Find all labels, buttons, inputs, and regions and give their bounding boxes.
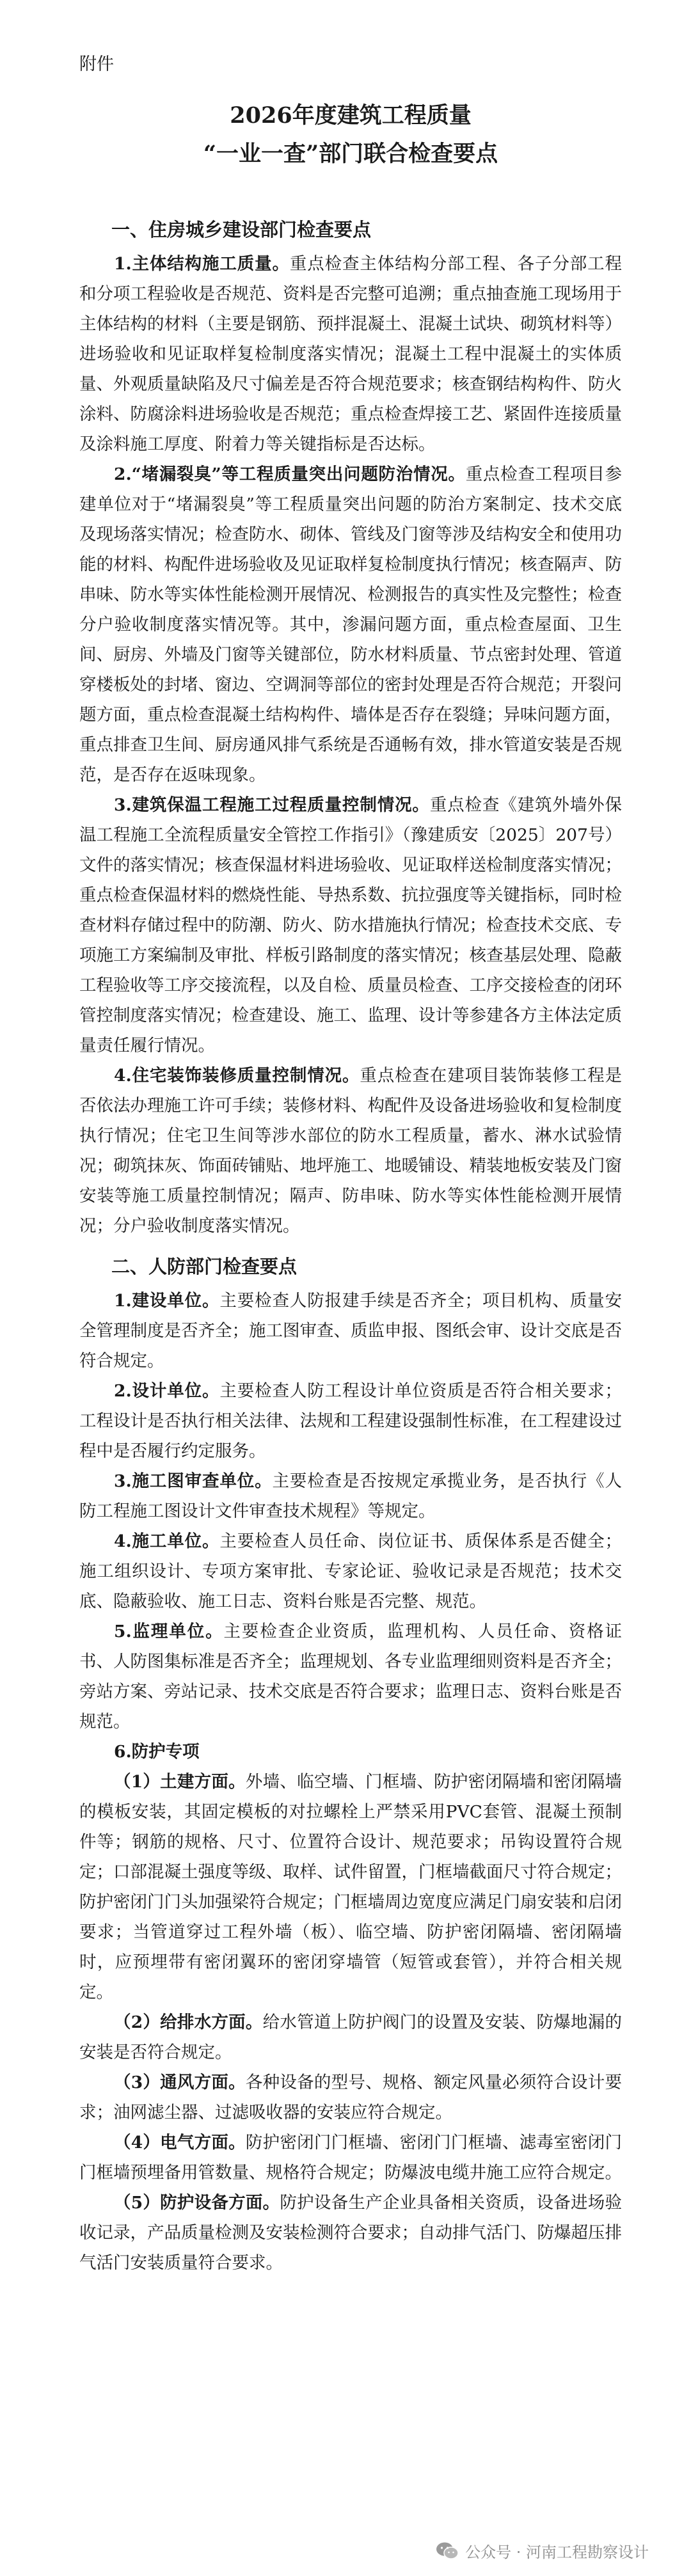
civil-defense-item-1 bbox=[79, 1286, 622, 1376]
protection-item-ventilation bbox=[79, 2067, 622, 2128]
item-text: 防护密闭门门框墙、密闭门门框墙、滤毒室密闭门门框墙预埋备用管数量、规格符合规定；防爆波电缆井施工应符合规定。 bbox=[79, 2133, 622, 2183]
item-text: 重点检查《建筑外墙外保温工程施工全流程质量安全管控工作指引》（豫建质安〔2025〕207号）文件的落实情况；核查保温材料进场验收、见证取样送检制度落实情况；重点检查保温材料的燃烧性能、导热系数、抗拉强度等关键指标，同时检查材料存储过程中的防潮、防火、防水措施执行情况；检查技术交底、专项施工方案编制及审批、样板引路制度的落实情况；核查基层处理、隐蔽工程验收等工序交接流程，以及自检、质量员检查、工序交接检查的闭环管控制度落实情况；检查建设、施工、监理、设计等参建各方主体法定质量责任履行情况。 bbox=[79, 795, 623, 1055]
protection-item-electrical bbox=[79, 2128, 622, 2188]
housing-item-4 bbox=[79, 1061, 622, 1241]
document-title bbox=[79, 97, 622, 173]
protection-item-civil bbox=[79, 1767, 622, 2007]
item-text: 主要检查人防工程设计单位资质是否符合相关要求；工程设计是否执行相关法律、法规和工程建设强制性标准，在工程建设过程中是否履行约定服务。 bbox=[79, 1381, 623, 1461]
item-lead: （5）防护设备方面。 bbox=[114, 2193, 280, 2213]
housing-item-2 bbox=[79, 459, 622, 790]
protection-item-plumbing bbox=[79, 2007, 622, 2067]
item-lead: 1.建设单位。 bbox=[114, 1291, 220, 1311]
item-text: 主要检查企业资质，监理机构、人员任命、资格证书、人防图集标准是否齐全；监理规划、各专业监理细则资料是否齐全；旁站方案、旁站记录、技术交底是否符合要求；监理日志、资料台账是否规范。 bbox=[79, 1622, 623, 1732]
item-lead: （2）给排水方面。 bbox=[114, 2012, 263, 2032]
protection-heading bbox=[79, 1737, 622, 1767]
watermark-text: 公众号 · 河南工程勘察设计 bbox=[465, 2543, 649, 2561]
item-lead: 4.施工单位。 bbox=[114, 1531, 220, 1551]
item-text: 主要检查人防报建手续是否齐全；项目机构、质量安全管理制度是否齐全；施工图审查、质监申报、图纸会审、设计交底是否符合规定。 bbox=[79, 1291, 623, 1371]
item-text: 重点检查工程项目参建单位对于“堵漏裂臭”等工程质量突出问题的防治方案制定、技术交底及现场落实情况；检查防水、砌体、管线及门窗等涉及结构安全和使用功能的材料、构配件进场验收及见证取样复检制度执行情况；核查隔声、防串味、防水等实体性能检测开展情况、检测报告的真实性及完整性；检查分户验收制度落实情况等。其中，渗漏问题方面，重点检查屋面、卫生间、厨房、外墙及门窗等关键部位，防水材料质量、节点密封处理、管道穿楼板处的封堵、窗边、空调洞等部位的密封处理是否符合规范；开裂问题方面，重点检查混凝土结构构件、墙体是否存在裂缝；异味问题方面，重点排查卫生间、厨房通风排气系统是否通畅有效，排水管道安装是否规范，是否存在返味现象。 bbox=[79, 464, 622, 785]
civil-defense-item-3 bbox=[79, 1466, 622, 1526]
section-heading-civil-defense: 二、人防部门检查要点 bbox=[111, 1256, 298, 1277]
section-heading-housing: 一、住房城乡建设部门检查要点 bbox=[111, 219, 372, 241]
item-lead: （1）土建方面。 bbox=[114, 1772, 246, 1792]
item-lead: 5.监理单位。 bbox=[114, 1622, 224, 1641]
section-gap bbox=[79, 1241, 622, 1247]
item-lead: （4）电气方面。 bbox=[114, 2133, 246, 2153]
item-lead: 2.设计单位。 bbox=[114, 1381, 220, 1401]
item-lead: 1.主体结构施工质量。 bbox=[114, 254, 290, 274]
wechat-icon bbox=[436, 2541, 459, 2561]
item-lead: 2.“堵漏裂臭”等工程质量突出问题防治情况。 bbox=[114, 464, 466, 484]
item-text: 给水管道上防护阀门的设置及安装、防爆地漏的安装是否符合规定。 bbox=[79, 2012, 623, 2062]
item-lead: （3）通风方面。 bbox=[114, 2073, 246, 2092]
item-text: 各种设备的型号、规格、额定风量必须符合设计要求；油网滤尘器、过滤吸收器的安装应符合规定。 bbox=[79, 2073, 622, 2122]
civil-defense-item-2 bbox=[79, 1376, 622, 1466]
protection-item-equipment bbox=[79, 2188, 622, 2278]
housing-item-3 bbox=[79, 790, 622, 1061]
title-line-2: “一业一查”部门联合检查要点 bbox=[203, 141, 498, 167]
title-line-1: 2026年度建筑工程质量 bbox=[230, 102, 472, 129]
item-lead: 3.施工图审查单位。 bbox=[114, 1471, 273, 1491]
item-text: 重点检查主体结构分部工程、各子分部工程和分项工程验收是否规范、资料是否完整可追溯；重点抽查施工现场用于主体结构的材料（主要是钢筋、预拌混凝土、混凝土试块、砌筑材料等）进场验收和见证取样复检制度落实情况；混凝土工程中混凝土的实体质量、外观质量缺陷及尺寸偏差是否符合规范要求；核查钢结构构件、防火涂料、防腐涂料进场验收是否规范；重点检查焊接工艺、紧固件连接质量及涂料施工厚度、附着力等关键指标是否达标。 bbox=[79, 254, 622, 454]
item-lead: 3.建筑保温工程施工过程质量控制情况。 bbox=[114, 795, 430, 815]
item-text: 防护设备生产企业具备相关资质，设备进场验收记录，产品质量检测及安装检测符合要求；自动排气活门、防爆超压排气活门安装质量符合要求。 bbox=[79, 2193, 622, 2273]
civil-defense-item-5 bbox=[79, 1616, 622, 1737]
item-text: 外墙、临空墙、门框墙、防护密闭隔墙和密闭隔墙的模板安装，其固定模板的对拉螺栓上严禁采用PVC套管、混凝土预制件等；钢筋的规格、尺寸、位置符合设计、规范要求；吊钩设置符合规定；口部混凝土强度等级、取样、试件留置，门框墙截面尺寸符合规定；防护密闭门门头加强梁符合规定；门框墙周边宽度应满足门扇安装和启闭要求；当管道穿过工程外墙（板）、临空墙、防护密闭隔墙、密闭隔墙时，应预埋带有密闭翼环的密闭穿墙管（短管或套管），并符合相关规定。 bbox=[79, 1772, 622, 2002]
item-lead: 6.防护专项 bbox=[114, 1742, 200, 1762]
civil-defense-item-4 bbox=[79, 1526, 622, 1616]
item-lead: 4.住宅装饰装修质量控制情况。 bbox=[114, 1066, 360, 1086]
item-text: 主要检查是否按规定承揽业务，是否执行《人防工程施工图设计文件审查技术规程》等规定。 bbox=[79, 1471, 622, 1521]
item-text: 重点检查在建项目装饰装修工程是否依法办理施工许可手续；装修材料、构配件及设备进场验收和复检制度执行情况；住宅卫生间等涉水部位的防水工程质量，蓄水、淋水试验情况；砌筑抹灰、饰面砖铺贴、地坪施工、地暖铺设、精装地板安装及门窗安装等施工质量控制情况；隔声、防串味、防水等实体性能检测开展情况；分户验收制度落实情况。 bbox=[79, 1066, 623, 1236]
watermark bbox=[436, 2540, 649, 2562]
housing-item-1 bbox=[79, 249, 622, 459]
item-text: 主要检查人员任命、岗位证书、质保体系是否健全；施工组织设计、专项方案审批、专家论证、验收记录是否规范；技术交底、隐蔽验收、施工日志、资料台账是否完整、规范。 bbox=[79, 1531, 623, 1611]
attachment-label: 附件 bbox=[79, 54, 114, 74]
